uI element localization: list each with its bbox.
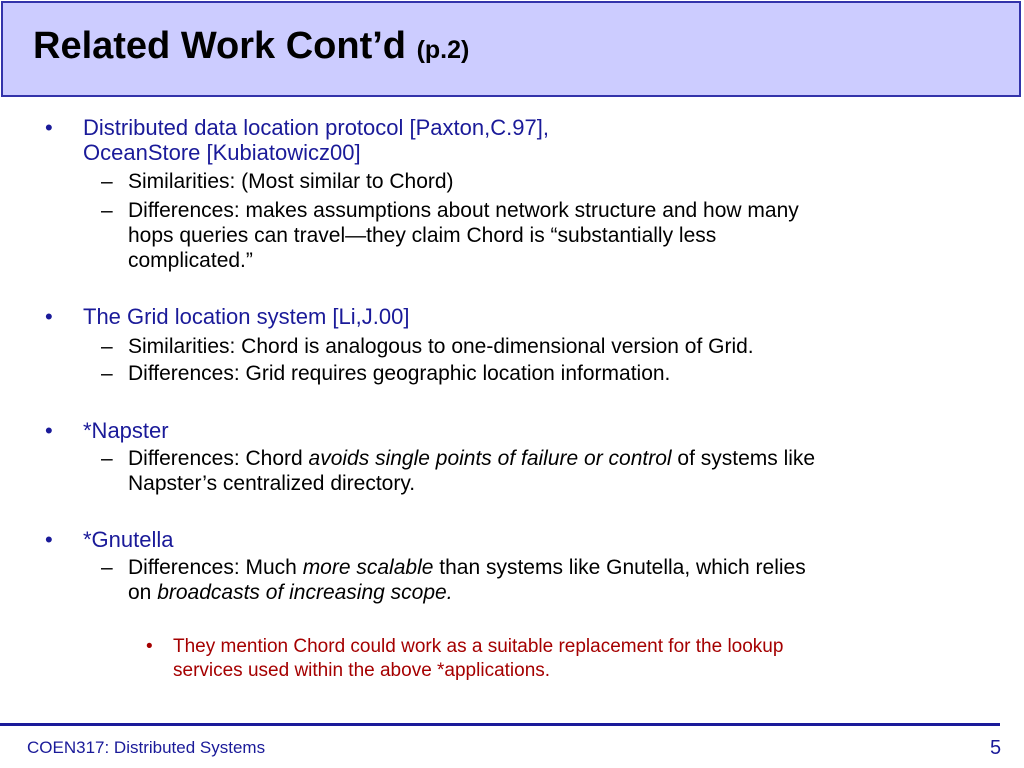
sub-text-line1: Differences: makes assumptions about network structure and how many — [128, 199, 799, 222]
sub-text-line3: complicated.” — [128, 249, 253, 272]
page-number: 5 — [990, 737, 1002, 759]
text-emphasis: broadcasts of increasing scope. — [157, 581, 453, 604]
sub-text-line1 — [128, 555, 973, 580]
bullet-marker: • — [45, 115, 53, 140]
bullet-marker: • — [45, 418, 53, 443]
text-emphasis: avoids single points of failure or control — [308, 447, 672, 470]
dash-marker: – — [101, 170, 113, 193]
text-pre: on — [128, 581, 158, 604]
sub-text-line2: Napster’s centralized directory. — [128, 472, 416, 495]
note-text-line2: services used within the above *applications. — [173, 660, 551, 681]
dash-marker: – — [101, 362, 113, 385]
dash-marker: – — [101, 556, 113, 579]
bullet-text-line1: Distributed data location protocol [Paxton,C.97], — [83, 115, 549, 140]
note-text-line1: They mention Chord could work as a suitable replacement for the lookup — [173, 636, 784, 657]
bullet-marker: • — [146, 636, 153, 657]
bullet-text-line2: OceanStore [Kubiatowicz00] — [83, 140, 361, 165]
footer-course: COEN317: Distributed Systems — [27, 738, 266, 757]
bullet-text: *Gnutella — [83, 527, 174, 552]
text-pre: Differences: Chord — [128, 447, 309, 470]
footer-divider — [0, 723, 1000, 726]
title-sub: (p.2) — [416, 36, 470, 64]
dash-marker: – — [101, 335, 113, 358]
dash-marker: – — [101, 447, 113, 470]
bullet-text: The Grid location system [Li,J.00] — [83, 304, 410, 329]
bullet-text: *Napster — [83, 418, 169, 443]
bullet-marker: • — [45, 304, 53, 329]
sub-text: Differences: Grid requires geographic location information. — [128, 362, 671, 385]
sub-text-line1 — [128, 446, 973, 471]
sub-text-line2: hops queries can travel—they claim Chord is “substantially less — [128, 224, 717, 247]
title-main: Related Work Cont’d — [33, 25, 406, 67]
sub-text: Similarities: Chord is analogous to one-dimensional version of Grid. — [128, 335, 754, 358]
text-post: of systems like — [671, 447, 816, 470]
sub-text-line2 — [128, 580, 973, 605]
dash-marker: – — [101, 199, 113, 222]
text-pre: Differences: Much — [128, 556, 303, 579]
sub-text: Similarities: (Most similar to Chord) — [128, 170, 454, 193]
text-post: than systems like Gnutella, which relies — [433, 556, 806, 579]
text-emphasis: more scalable — [302, 556, 434, 579]
bullet-marker: • — [45, 527, 53, 552]
